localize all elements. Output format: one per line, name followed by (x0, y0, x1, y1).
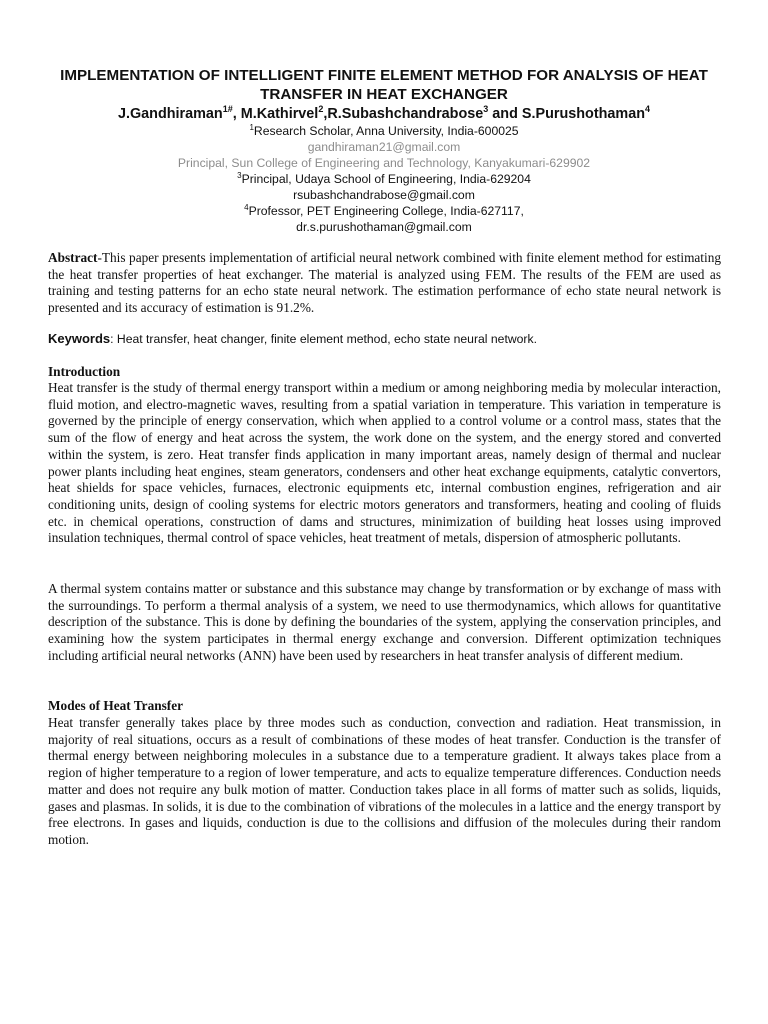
author-name: M.Kathirvel (240, 106, 319, 122)
author-superscript: 4 (645, 104, 651, 114)
author-superscript: 1# (222, 104, 233, 114)
introduction-paragraph-2: A thermal system contains matter or substance and this substance may change by transformation or by exchange of mass with the surroundings. To perform a thermal analysis of a system, we need to use thermodynamics, which allows for quantitative description of the substance. This is done by defining the boundaries of the system, applying the conservation principles, and examining how the system participates in thermal energy exchange and conversion. Different optimization techniques including artificial neural networks (ANN) have been used by researchers in heat transfer analysis of different medium. (48, 581, 721, 663)
introduction-heading: Introduction (48, 364, 121, 379)
email-1: gandhiraman21@gmail.com (307, 140, 461, 154)
author-superscript: 3 (483, 104, 489, 114)
introduction-paragraph-1: Heat transfer is the study of thermal energy transport within a medium or among neighboring media by molecular interaction, fluid motion, and electro-magnetic waves, resulting from a spatial variation in temperature. This variation in temperature is governed by the principle of energy conservation, which when applied to a control volume or a control mass, states that the sum of the flow of energy and heat across the system, the work done on the system, and the energy stored and converted within the system, is zero. Heat transfer finds application in many important areas, namely design of thermal and nuclear power plants including heat engines, steam generators, condensers and other heat exchange equipments, catalytic convertors, heat shields for space vehicles, furnaces, electronic equipments etc, internal combustion engines, refrigeration and air conditioning units, design of cooling systems for electric motors generators and transformers, heating and cooling of fluids etc. in chemical operations, construction of dams and structures, minimization of building heat losses using improved insulation techniques, thermal control of space vehicles, heat treatment of metals, dispersion of atmospheric pollutants. (48, 380, 721, 546)
affiliation-3 (30, 171, 738, 187)
affiliation-1 (30, 123, 738, 139)
author-superscript: 2 (318, 104, 324, 114)
modes-heading: Modes of Heat Transfer (48, 698, 184, 713)
affiliation-text: Professor, PET Engineering College, India-627117, (248, 204, 524, 218)
email-3: rsubashchandrabose@gmail.com (293, 188, 475, 202)
author-name: J.Gandhiraman (117, 106, 223, 122)
author-separator: , (323, 106, 328, 122)
modes-paragraph-1: Heat transfer generally takes place by three modes such as conduction, convection and radiation. Heat transmission, in majority of real situations, occurs as a result of combinations of these modes of heat transfer. Conduction is the transfer of thermal energy between neighboring molecules in a substance due to a temperature gradient. It always takes place from a region of higher temperature to a region of lower temperature, and acts to equalize temperature differences. Conduction needs matter and does not require any bulk motion of matter. Conduction takes place in all forms of matter such as solids, liquids, gases and plasmas. In solids, it is due to the combination of vibrations of the molecules in a lattice and the energy transport by free electrons. In gases and liquids, conduction is due to the collisions and diffusion of the molecules during their random motion. (48, 715, 721, 847)
author-separator: and (488, 106, 522, 122)
email-4: dr.s.purushothaman@gmail.com (296, 220, 472, 234)
abstract-label: Abstract (48, 250, 98, 265)
affiliation-superscript: 4 (244, 203, 249, 212)
author-line (30, 105, 738, 124)
keywords (48, 331, 721, 347)
author-name: R.Subashchandrabose (327, 106, 484, 122)
paper-title: IMPLEMENTATION OF INTELLIGENT FINITE ELEMENT METHOD FOR ANALYSIS OF HEAT TRANSFER IN HEAT EXCHANGER (60, 67, 708, 103)
affiliation-text: Research Scholar, Anna University, India-600025 (253, 124, 519, 138)
affiliation-2: Principal, Sun College of Engineering and Technology, Kanyakumari-629902 (177, 156, 591, 170)
affiliation-4 (30, 203, 738, 219)
author-name: S.Purushothaman (521, 106, 646, 122)
abstract-text: -This paper presents implementation of artificial neural network combined with finite element method for estimating the heat transfer properties of heat exchanger. The material is analyzed using FEM. The results of the FEM are used as training and testing patterns for an echo state neural network. The estimation performance of echo state neural network is presented and its accuracy of estimation is 91.2%. (48, 250, 721, 316)
keywords-label: Keywords (48, 331, 111, 346)
affiliation-superscript: 1 (249, 123, 254, 132)
affiliation-text: Principal, Udaya School of Engineering, India-629204 (241, 172, 531, 186)
abstract (48, 250, 721, 317)
keywords-text: : Heat transfer, heat changer, finite element method, echo state neural network. (110, 332, 537, 346)
affiliation-superscript: 3 (237, 171, 242, 180)
author-separator: , (232, 106, 241, 122)
